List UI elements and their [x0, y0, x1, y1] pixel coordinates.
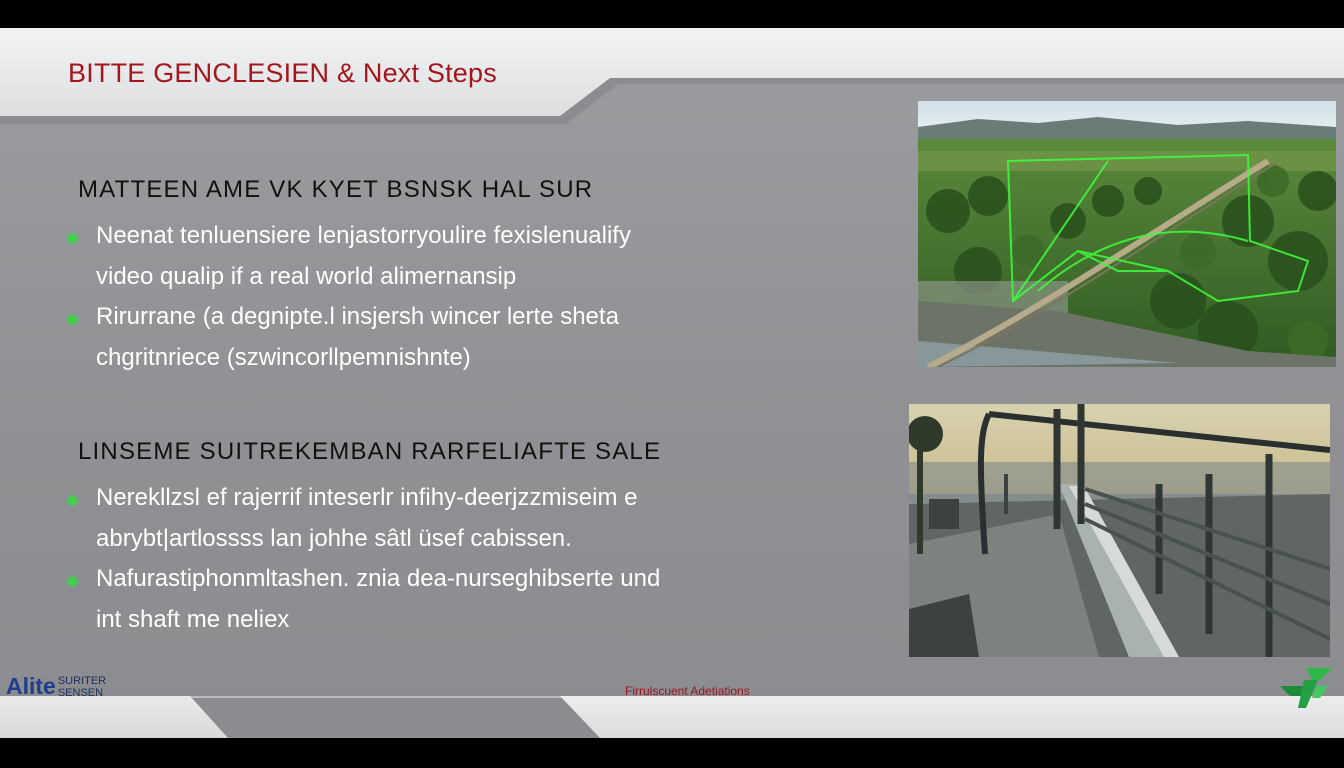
slide — [0, 28, 1344, 738]
bullet-4-line-1: Nafurastiphonmltashen. znia dea-nurseghibserte und — [96, 565, 661, 592]
walkway-photo — [909, 404, 1330, 657]
logo-sub-line-1: SURITER — [57, 675, 107, 687]
bullet-2 — [68, 303, 768, 378]
footer-text: Firrulscuent Adetiations — [625, 684, 750, 698]
bullet-2-line-1: Rirurrane (a degnipte.l insjersh wincer lerte sheta — [96, 303, 619, 330]
green-arrows-icon — [1276, 666, 1334, 710]
section-heading-2: LINSEME SUITREKEMBAN RARFELIAFTE SALE — [78, 438, 662, 465]
bullet-dot — [68, 315, 77, 324]
bullet-4 — [68, 565, 768, 640]
section-heading-1: MATTEEN AME VK KYET BSNSK HAL SUR — [78, 176, 594, 203]
logo-main-text: Alite — [6, 673, 56, 699]
bullet-4-line-2: int shaft me neliex — [96, 606, 290, 633]
bullet-3-line-2: abrybt|artlossss lan johhe sâtl üsef cabissen. — [96, 525, 572, 552]
slide-title: BITTE GENCLESIEN & Next Steps — [68, 58, 497, 88]
bullet-dot — [68, 496, 77, 505]
bullet-3-line-1: Nerekllzsl ef rajerrif inteserlr infihy-deerjzzmiseim e — [96, 484, 638, 511]
aerial-landscape-icon — [918, 101, 1336, 367]
bullet-dot — [68, 234, 77, 243]
aerial-photo — [918, 101, 1336, 367]
logo-sub-line-2: SENSEN — [57, 687, 104, 699]
bullet-1 — [68, 222, 768, 297]
walkway-railing-icon — [909, 404, 1330, 657]
bullet-1-line-1: Neenat tenluensiere lenjastorryoulire fexislenualify — [96, 222, 631, 249]
bullet-dot — [68, 577, 77, 586]
bullet-3 — [68, 484, 768, 559]
bullet-2-line-2: chgritnriece (szwincorllpemnishnte) — [96, 344, 471, 371]
bullet-1-line-2: video qualip if a real world alimernansip — [96, 263, 517, 290]
company-logo — [6, 674, 106, 699]
